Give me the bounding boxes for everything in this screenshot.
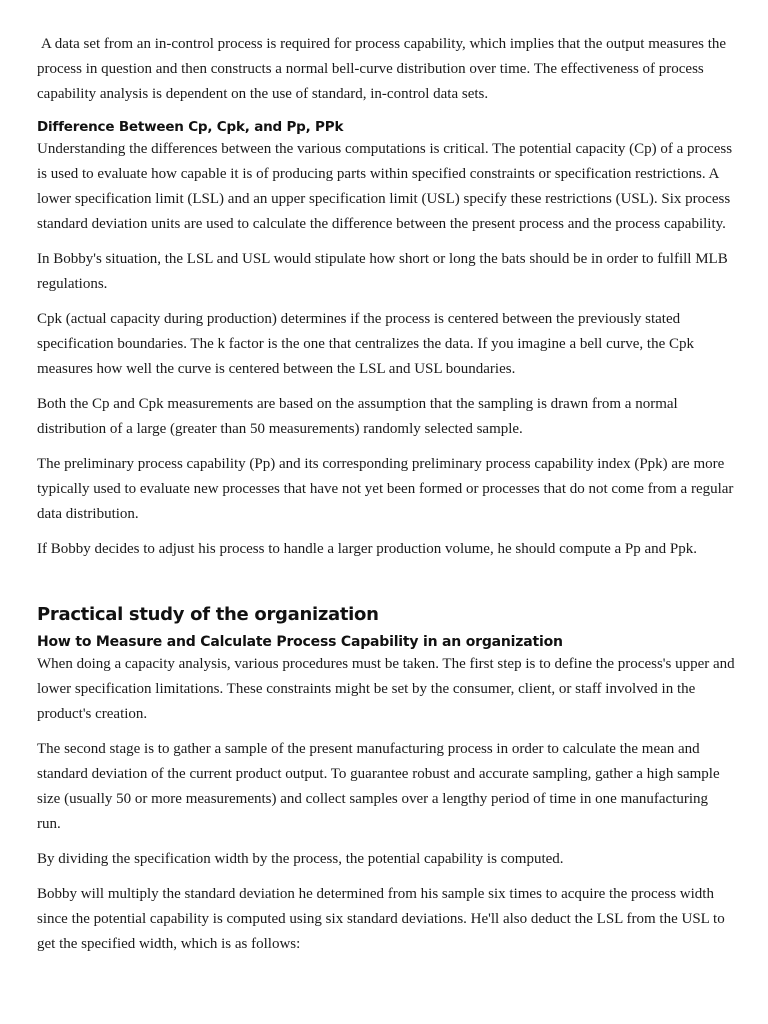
difference-paragraph-1: Understanding the differences between the various computations is critical. The potential capacity (Cp) of a process is used to evaluate how capable it is of producing parts within specified constraints or specification restrictions. A lower specification limit (LSL) and an upper specification limit (USL) specify these restrictions (USL). Six process standard deviation units are used to calculate the difference between the present process and the process capability. [37,141,733,232]
practical-subheading: How to Measure and Calculate Process Capability in an organization [37,634,563,650]
difference-paragraph-5: The preliminary process capability (Pp) and its corresponding preliminary process capability index (Ppk) are more typically used to evaluate new processes that have not yet been formed or processes that do not come from a regular data distribution. [37,456,734,522]
practical-paragraph-3: By dividing the specification width by the process, the potential capability is computed. [37,851,564,867]
difference-paragraph-6: If Bobby decides to adjust his process to handle a larger production volume, he should compute a Pp and Ppk. [37,541,698,557]
practical-paragraph-4: Bobby will multiply the standard deviation he determined from his sample six times to acquire the process width since the potential capability is computed using six standard deviations. He'll also deduct the LSL from the USL to get the specified width, which is as follows: [37,886,725,952]
practical-paragraph-1: When doing a capacity analysis, various procedures must be taken. The first step is to define the process's upper and lower specification limitations. These constraints might be set by the consumer, client, or staff involved in the product's creation. [37,656,735,722]
difference-paragraph-3: Cpk (actual capacity during production) determines if the process is centered between the previously stated specification boundaries. The k factor is the one that centralizes the data. If you imagine a bell curve, the Cpk measures how well the curve is centered between the LSL and USL boundaries. [37,311,694,377]
section-spacer [37,572,735,602]
document-page [37,32,735,967]
difference-paragraph-2: In Bobby's situation, the LSL and USL would stipulate how short or long the bats should be in order to fulfill MLB regulations. [37,251,728,292]
difference-heading: Difference Between Cp, Cpk, and Pp, PPk [37,119,344,135]
practical-paragraph-2: The second stage is to gather a sample of the present manufacturing process in order to calculate the mean and standard deviation of the current product output. To guarantee robust and accurate sampling, gather a high sample size (usually 50 or more measurements) and collect samples over a lengthy period of time in one manufacturing run. [37,741,720,832]
practical-heading: Practical study of the organization [37,604,379,625]
difference-paragraph-4: Both the Cp and Cpk measurements are based on the assumption that the sampling is drawn from a normal distribution of a large (greater than 50 measurements) randomly selected sample. [37,396,678,437]
intro-paragraph: A data set from an in-control process is required for process capability, which implies that the output measures the process in question and then constructs a normal bell-curve distribution over time. The effectiveness of process capability analysis is dependent on the use of standard, in-control data sets. [37,36,727,102]
